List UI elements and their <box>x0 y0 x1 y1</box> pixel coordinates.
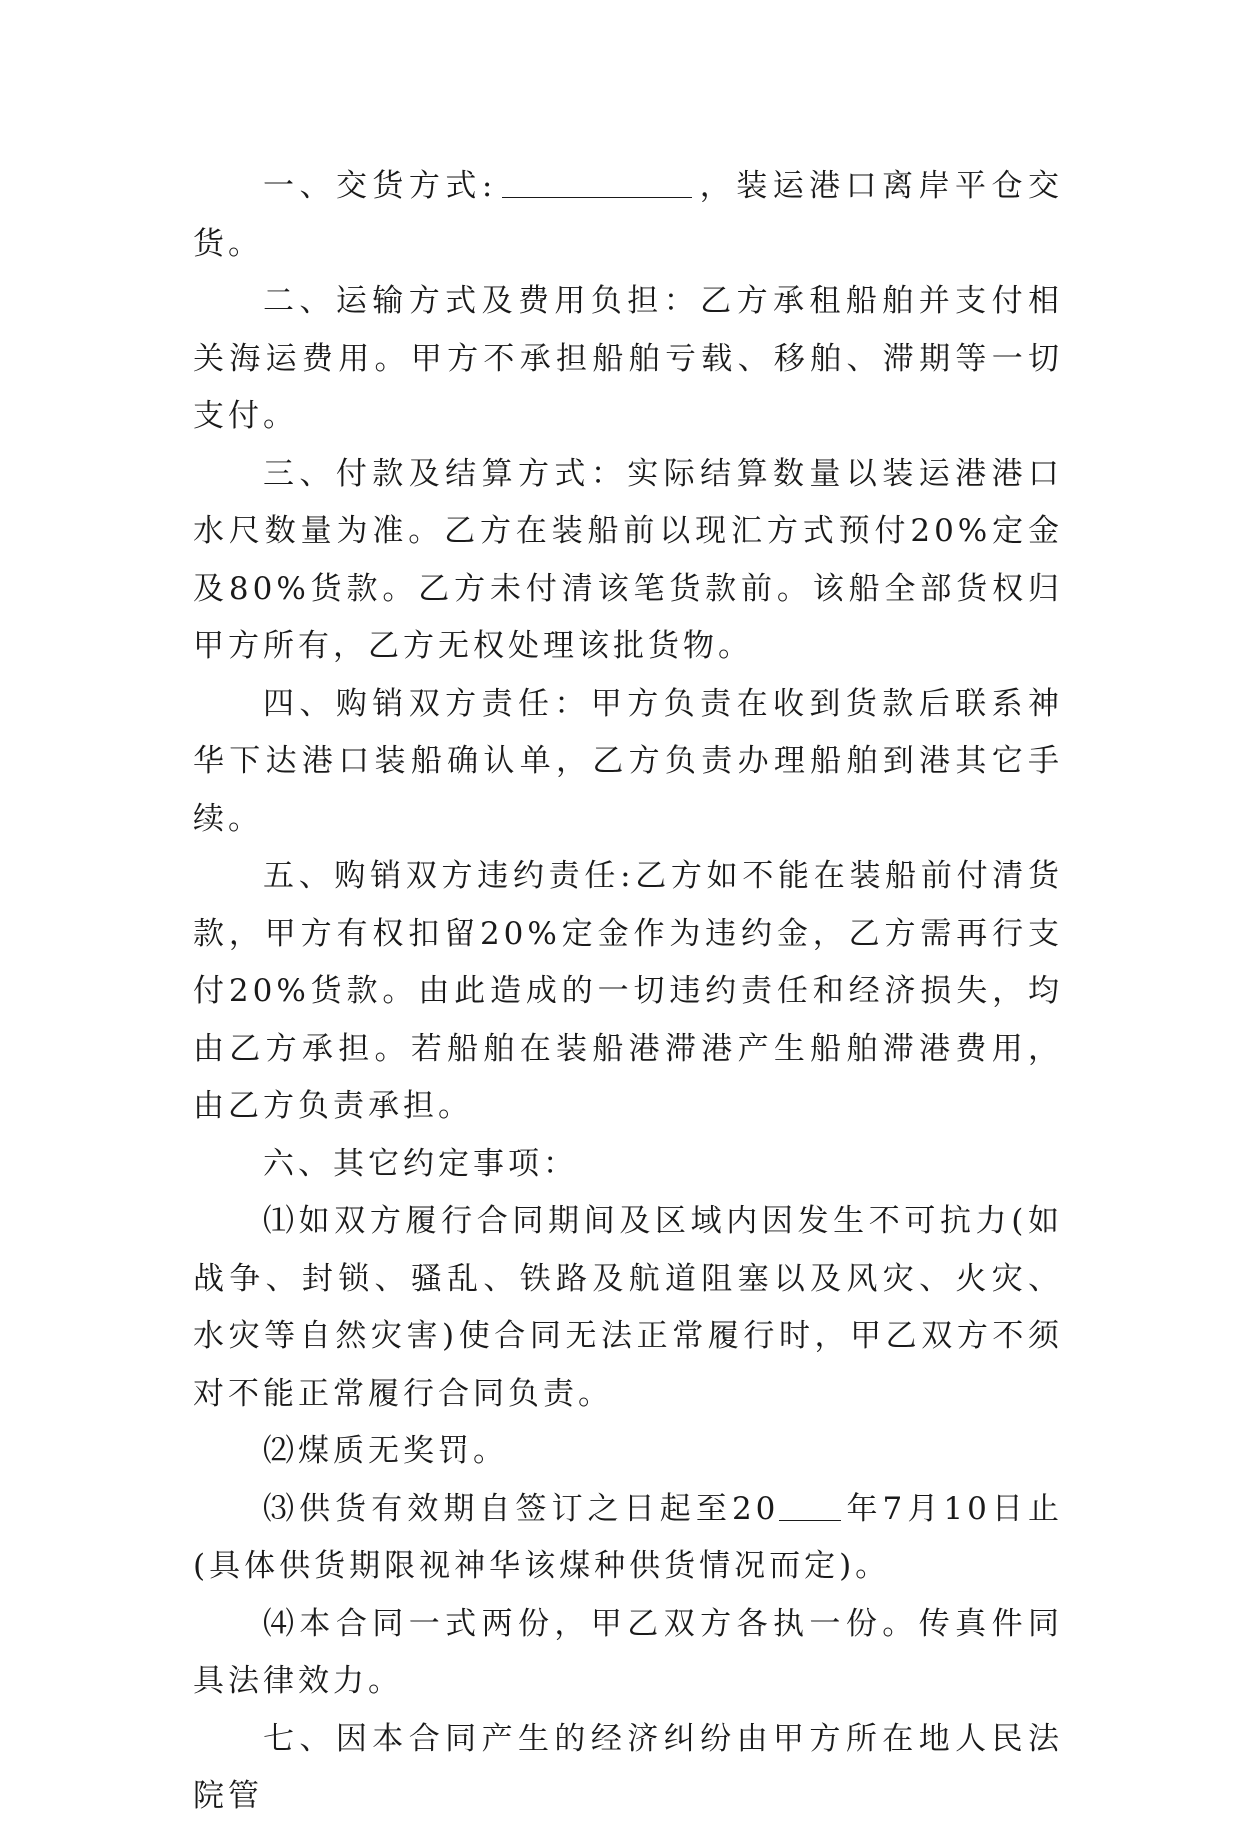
clause-breach: 五、购销双方违约责任:乙方如不能在装船前付清货款，甲方有权扣留20%定金作为违约金，乙方需再行支付20%货款。由此造成的一切违约责任和经济损失，均由乙方承担。若船舶在装船港滞港产生船舶滞港费用，由乙方负责承担。 <box>193 858 1063 1124</box>
clause-dispute: 七、因本合同产生的经济纠纷由甲方所在地人民法院管 <box>193 1720 1063 1814</box>
clause-force-majeure: ⑴如双方履行合同期间及区域内因发生不可抗力(如战争、封锁、骚乱、铁路及航道阻塞以及风灾、火灾、水灾等自然灾害)使合同无法正常履行时，甲乙双方不须对不能正常履行合同负责。 <box>193 1203 1063 1412</box>
year-blank <box>779 1490 841 1521</box>
clause-payment: 三、付款及结算方式：实际结算数量以装运港港口水尺数量为准。乙方在装船前以现汇方式预付20%定金及80%货款。乙方未付清该笔货款前。该船全部货权归甲方所有，乙方无权处理该批货物。 <box>193 455 1063 664</box>
clause-responsibility: 四、购销双方责任：甲方负责在收到货款后联系神华下达港口装船确认单，乙方负责办理船舶到港其它手续。 <box>193 685 1063 837</box>
clause-delivery-method-label: 一、交货方式: <box>263 168 497 204</box>
clause-supply-period-end: 年7月10日止(具体供货期限视神华该煤种供货情况而定)。 <box>193 1490 1063 1584</box>
clause-coal-quality: ⑵煤质无奖罚。 <box>263 1433 508 1469</box>
document-body <box>193 158 1063 1826</box>
delivery-method-blank <box>502 167 692 198</box>
clause-delivery-method-text: ，装运港口离岸平仓交货。 <box>193 168 1063 262</box>
clause-other-heading: 六、其它约定事项： <box>263 1145 578 1182</box>
clause-supply-period-start: ⑶供货有效期自签订之日起至20 <box>263 1490 780 1527</box>
clause-delivery-method <box>193 158 1063 273</box>
clause-supply-period <box>193 1481 1063 1596</box>
clause-transport: 二、运输方式及费用负担：乙方承租船舶并支付相关海运费用。甲方不承担船舶亏载、移舶、滞期等一切支付。 <box>193 283 1063 434</box>
clause-copies: ⑷本合同一式两份，甲乙双方各执一份。传真件同具法律效力。 <box>193 1605 1063 1699</box>
